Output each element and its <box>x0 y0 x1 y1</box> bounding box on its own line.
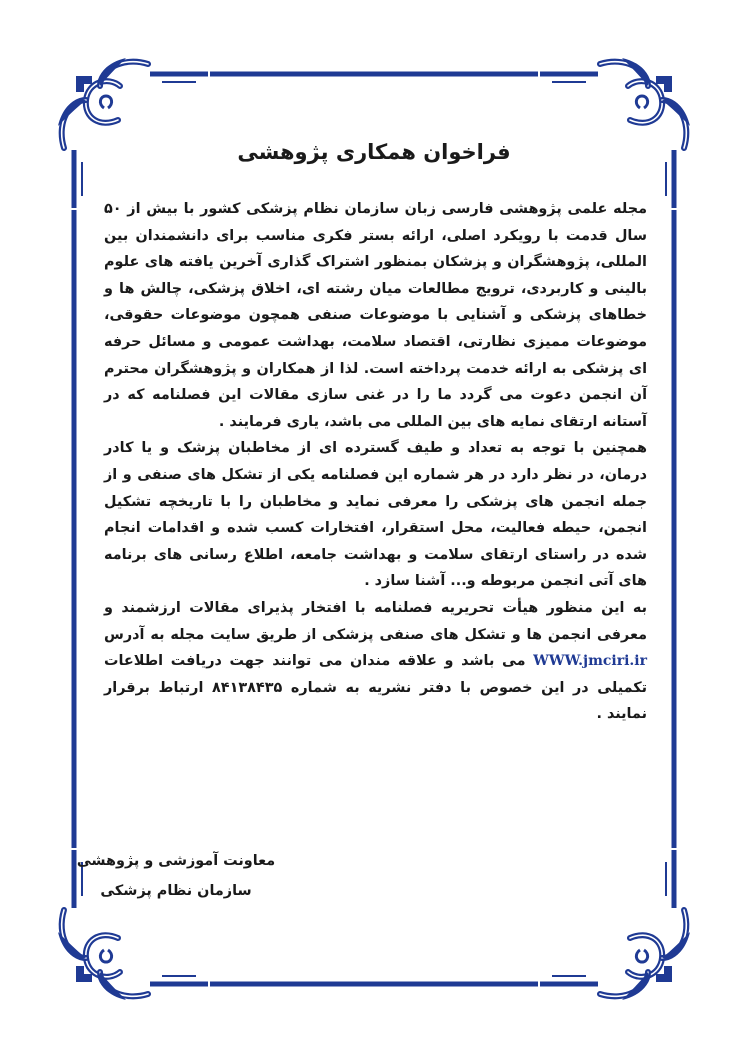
paragraph-3-contact: می باشد و علاقه مندان می توانند جهت دریافت اطلاعات تکمیلی در این خصوص با دفتر نشریه به شماره ۸۴۱۳۸۴۳۵ ارتباط برقرار نمایند . <box>104 653 648 723</box>
body-text <box>104 196 647 728</box>
paragraph-3-intro: به این منظور هیأت تحریریه فصلنامه با افتخار پذیرای مقالات ارزشمند و معرفی انجمن ها و تشکل های صنفی پزشکی از طریق سایت مجله به آدرس <box>104 599 647 643</box>
signature-line-organization: سازمان نظام پزشکی <box>100 883 252 899</box>
paragraph-2: همچنین با توجه به تعداد و طیف گسترده ای از مخاطبان پزشک و یا کادر درمان، در نظر دارد در هر شماره این فصلنامه یکی از تشکل های صنفی و از جمله انجمن های پزشکی را معرفی نماید و مخاطبان را با تاریخچه تشکیل انجمن، حیطه فعالیت، محل استقرار، افتخارات کسب شده و اقدامات انجام شده در راستای ارتقای سلامت و بهداشت جامعه، اطلاع رسانی های برنامه های آتی انجمن مربوطه و... آشنا سازد . <box>104 440 647 590</box>
website-link[interactable]: WWW.jmciri.ir <box>533 653 647 670</box>
paragraph-1: مجله علمی پژوهشی فارسی زبان سازمان نظام پزشکی کشور با بیش از ۵۰ سال قدمت با رویکرد اصلی، ارائه بستر فکری مناسب برای دانشمندان بین المللی، پژوهشگران و پزشکان بمنظور اشتراک گذاری آخرین یافته های علوم بالینی و کاربردی، ترویج مطالعات میان رشته ای، اخلاق پزشکی، چالش ها و خطاهای پزشکی و آشنایی با موضوعات صنفی همچون موضوعات حقوقی، موضوعات ممیزی نظارتی، اقتصاد سلامت، بهداشت عمومی و مسائل حرفه ای پزشکی به ارائه خدمت پرداخته است. لذا از همکاران و پژوهشگران محترم آن انجمن دعوت می گردد ما را در غنی سازی مقالات این فصلنامه که در آستانه ارتقای نمایه های بین المللی می باشد، یاری فرمایند . <box>104 201 647 430</box>
page-title: فراخوان همکاری پژوهشی <box>237 140 511 164</box>
paragraph-3 <box>104 595 647 728</box>
signature-line-department: معاونت آموزشی و پژوهشی <box>76 853 276 869</box>
signature-block <box>0 846 352 906</box>
